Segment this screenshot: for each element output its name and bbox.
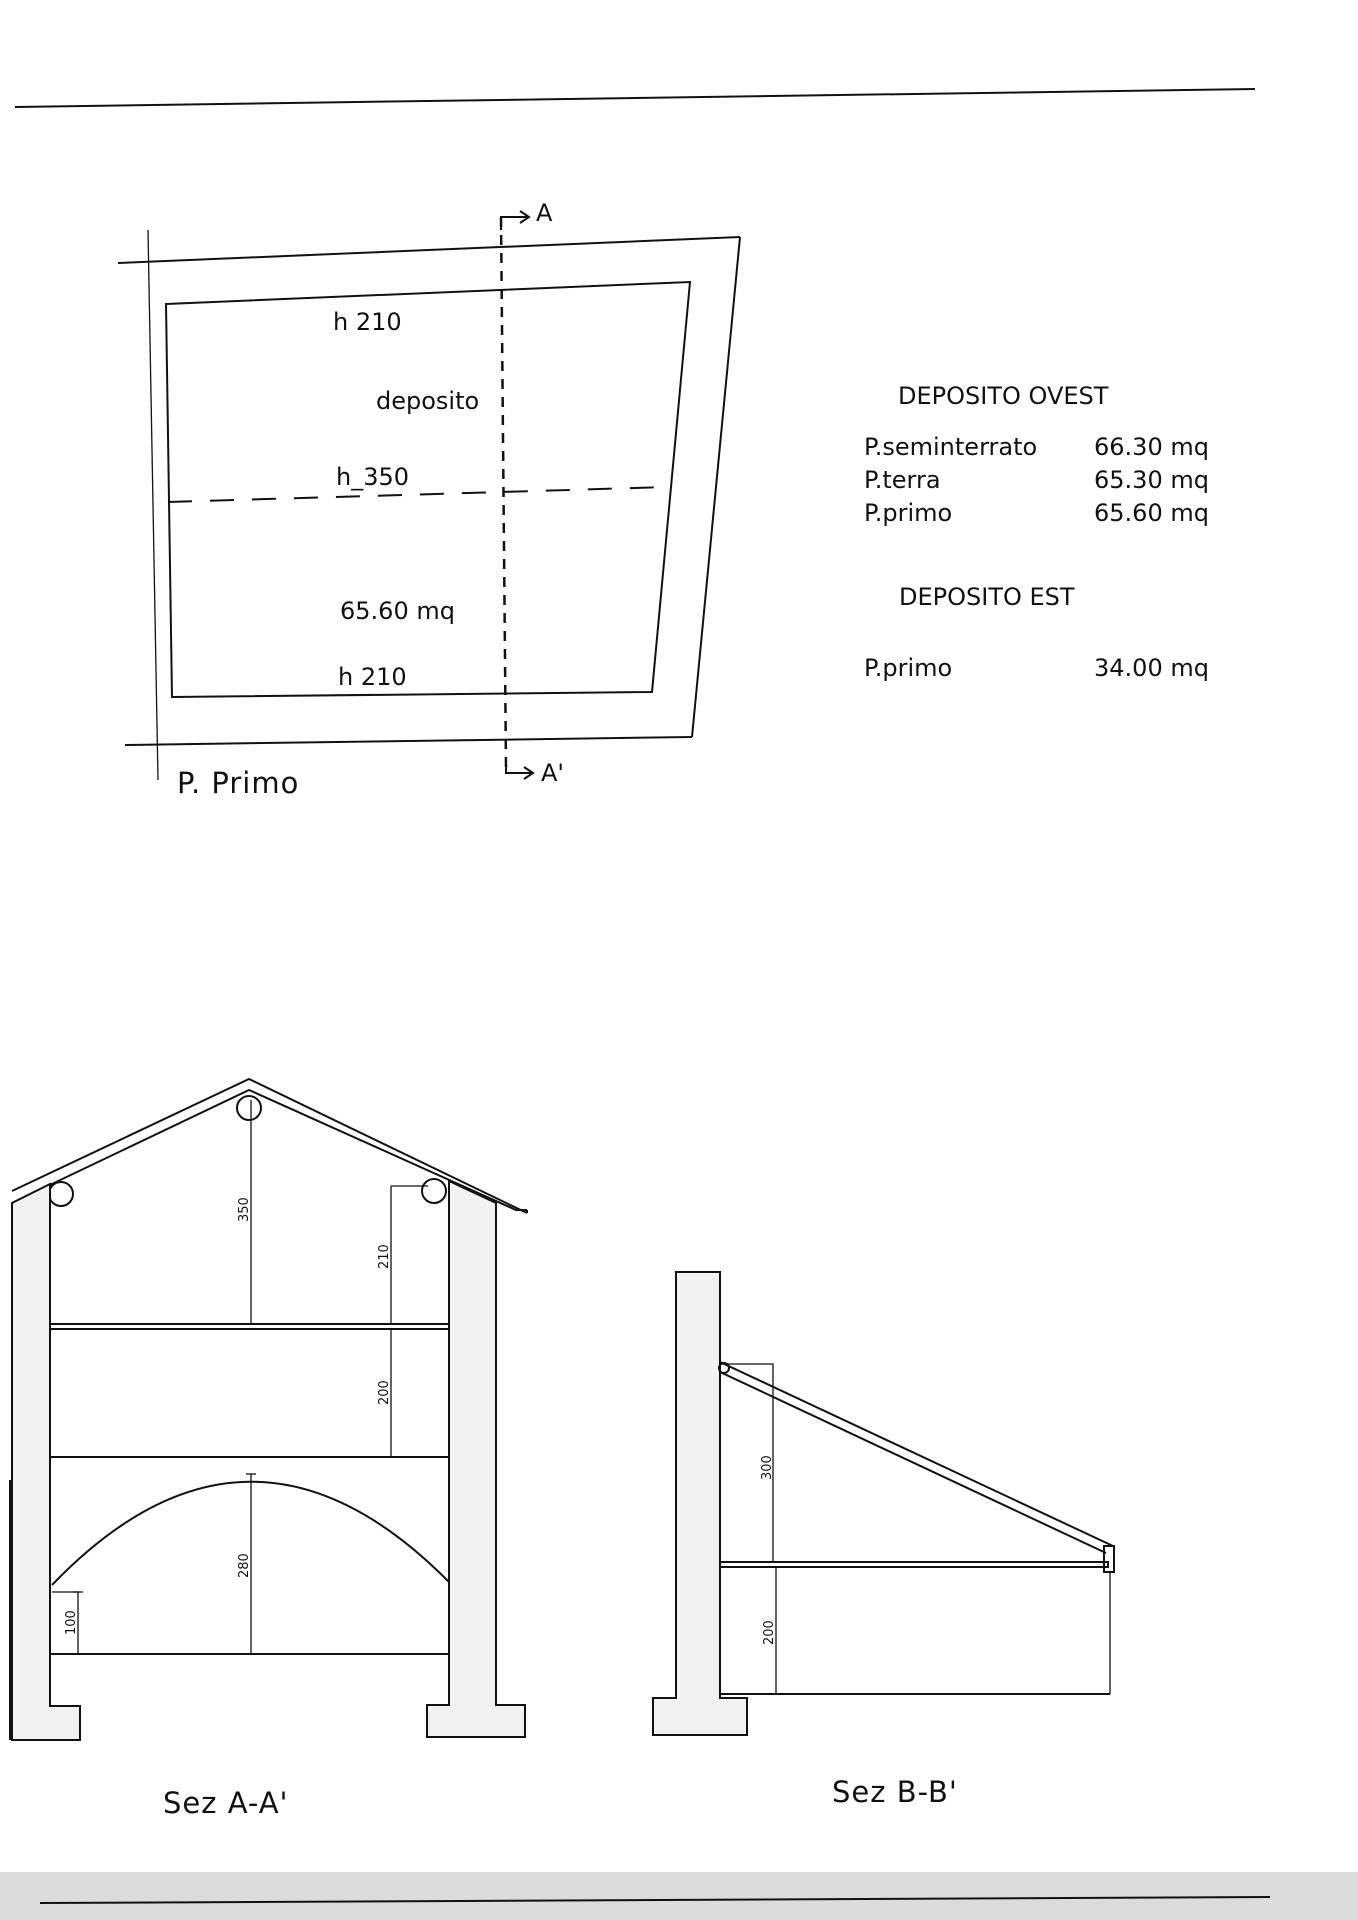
section-aa — [10, 1079, 527, 1820]
height-label-top: h 210 — [333, 308, 402, 336]
ovest-row-area: 66.30 mq — [1094, 433, 1209, 461]
plan-title: P. Primo — [177, 766, 300, 800]
top-border-line — [15, 89, 1255, 107]
room-label: deposito — [376, 387, 480, 415]
scan-shadow-bottom — [0, 1872, 1358, 1920]
dimension-label-300: 300 — [760, 1455, 775, 1480]
section-arrow-top — [501, 217, 528, 230]
dimension-label-280: 280 — [237, 1553, 252, 1578]
dimension-210 — [377, 1186, 428, 1324]
plan-outer-top — [118, 237, 740, 263]
dimension-100 — [52, 1592, 83, 1654]
ovest-row-area: 65.60 mq — [1094, 499, 1209, 527]
section-mark-bottom: A' — [541, 759, 565, 787]
dimension-200-bb — [762, 1567, 781, 1694]
dimension-280 — [237, 1474, 256, 1654]
dimension-label-210: 210 — [377, 1244, 392, 1269]
ovest-row-floor: P.terra — [864, 466, 941, 494]
eave-beam-left — [49, 1182, 73, 1206]
room-area-label: 65.60 mq — [340, 597, 455, 625]
section-mark-top: A — [536, 199, 553, 227]
section-aa-title: Sez A-A' — [163, 1786, 289, 1820]
plan-outer-bottom — [125, 737, 692, 745]
plan-height-change-line — [168, 487, 668, 502]
height-label-bottom: h 210 — [338, 663, 407, 691]
ridge-beam — [237, 1096, 261, 1120]
areas-table — [864, 382, 1209, 682]
section-bb — [653, 1272, 1114, 1809]
bb-floor-slab — [720, 1562, 1108, 1567]
first-floor-slab — [50, 1324, 449, 1329]
plan-outer-right — [692, 237, 740, 737]
section-arrow-bottom — [506, 762, 532, 773]
floor-plan — [118, 199, 740, 800]
bb-wall — [653, 1272, 747, 1735]
bb-roof-bottom — [720, 1372, 1106, 1553]
eave-beam-right — [422, 1179, 446, 1203]
est-title: DEPOSITO EST — [899, 583, 1075, 611]
dimension-200 — [377, 1329, 396, 1457]
bb-roof-top — [720, 1362, 1113, 1546]
est-row-area: 34.00 mq — [1094, 654, 1209, 682]
ovest-row-floor: P.primo — [864, 499, 953, 527]
dimension-label-100: 100 — [64, 1610, 79, 1635]
ovest-row-floor: P.seminterrato — [864, 433, 1038, 461]
plan-left-axis — [148, 230, 158, 780]
dimension-label-200: 200 — [377, 1380, 392, 1405]
est-row-floor: P.primo — [864, 654, 953, 682]
left-wall — [12, 1184, 80, 1740]
bb-roof-support — [1104, 1546, 1114, 1572]
dimension-label-200-bb: 200 — [762, 1620, 777, 1645]
dimension-350 — [237, 1100, 256, 1324]
section-bb-title: Sez B-B' — [832, 1775, 958, 1809]
ovest-title: DEPOSITO OVEST — [898, 382, 1109, 410]
ovest-row-area: 65.30 mq — [1094, 466, 1209, 494]
height-label-mid: h_350 — [336, 463, 410, 491]
dimension-label-350: 350 — [237, 1197, 252, 1222]
